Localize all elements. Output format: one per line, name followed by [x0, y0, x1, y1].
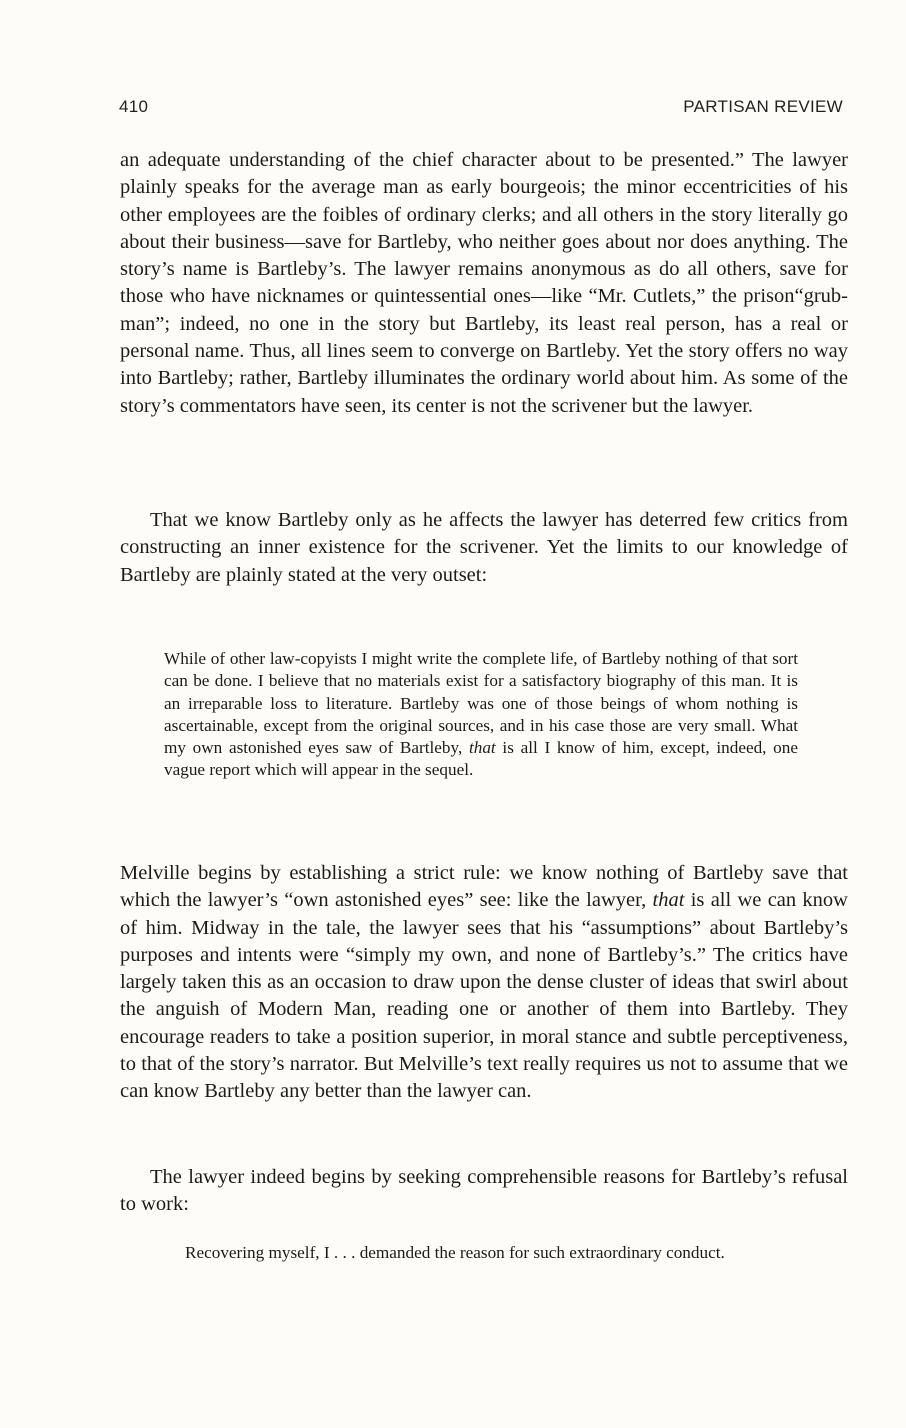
quote-text: is all I know of him, except, indeed, one vague report which will appear in the sequel.: [164, 738, 798, 780]
paragraph-text: The lawyer indeed begins by seeking comprehensible reasons for Bartleby’s refusal to work:: [120, 1166, 848, 1216]
paragraph-continued: [120, 147, 848, 420]
block-quote: Recovering myself, I . . . demanded the reason for such extraordinary conduct.: [185, 1243, 725, 1262]
quote-text: While of other law-copyists I might write the complete life, of Bartleby nothing of that sort can be done. I believe that no materials exist for a satisfactory biography of this man. It is an irreparable loss to literature. Bartleby was one of those beings of whom nothing is ascertainable, except from the original sources, and in his case those are very small. What my own astonished eyes saw of Bartleby,: [164, 649, 798, 758]
paragraph-text: [120, 860, 848, 1106]
paragraph-emphasis: that: [652, 889, 685, 912]
paragraph: [120, 1164, 848, 1219]
page-number: 410: [119, 97, 149, 116]
paragraph-text-part: is all we can know of him. Midway in the tale, the lawyer sees that his “assumptions” about Bartleby’s purposes and intents were “simply my own, and none of Bartleby’s.” The critics have largely taken this as an occasion to draw upon the dense cluster of ideas that swirl about the anguish of Modern Man, reading one or another of them into Bartleby. They encourage readers to take a position superior, in moral stance and subtle perceptiveness, to that of the story’s narrator. But Melville’s text really requires us not to assume that we can know Bartleby any better than the lawyer can.: [120, 889, 848, 1103]
quote-emphasis: that: [468, 738, 496, 758]
paragraph-text: an adequate understanding of the chief character about to be presented.” The lawyer plainly speaks for the average man as early bourgeois; the minor eccentricities of his other employees are the foibles of ordinary clerks; and all others in the story literally go about their business—save for Bartleby, who neither goes about nor does anything. The story’s name is Bartleby’s. The lawyer remains anonymous as do all others, save for those who have nicknames or quintessential ones—like “Mr. Cutlets,” the prison“grub-man”; indeed, no one in the story but Bartleby, its least real person, has a real or personal name. Thus, all lines seem to converge on Bartleby. Yet the story offers no way into Bartleby; rather, Bartleby illuminates the ordinary world about him. As some of the story’s commentators have seen, its center is not the scrivener but the lawyer.: [120, 149, 848, 417]
paragraph: [120, 507, 848, 589]
paragraph: [120, 860, 848, 1106]
running-head: [119, 97, 843, 123]
block-quote: [164, 648, 798, 782]
paragraph-text: That we know Bartleby only as he affects the lawyer has deterred few critics from constructing an inner existence for the scrivener. Yet the limits to our knowledge of Bartleby are plainly stated at the very outset:: [120, 509, 848, 586]
paragraph-text-part: Melville begins by establishing a strict rule: we know nothing of Bartleby save that which the lawyer’s “own astonished eyes” see: like the lawyer,: [120, 862, 848, 912]
journal-title: PARTISAN REVIEW: [683, 97, 843, 116]
